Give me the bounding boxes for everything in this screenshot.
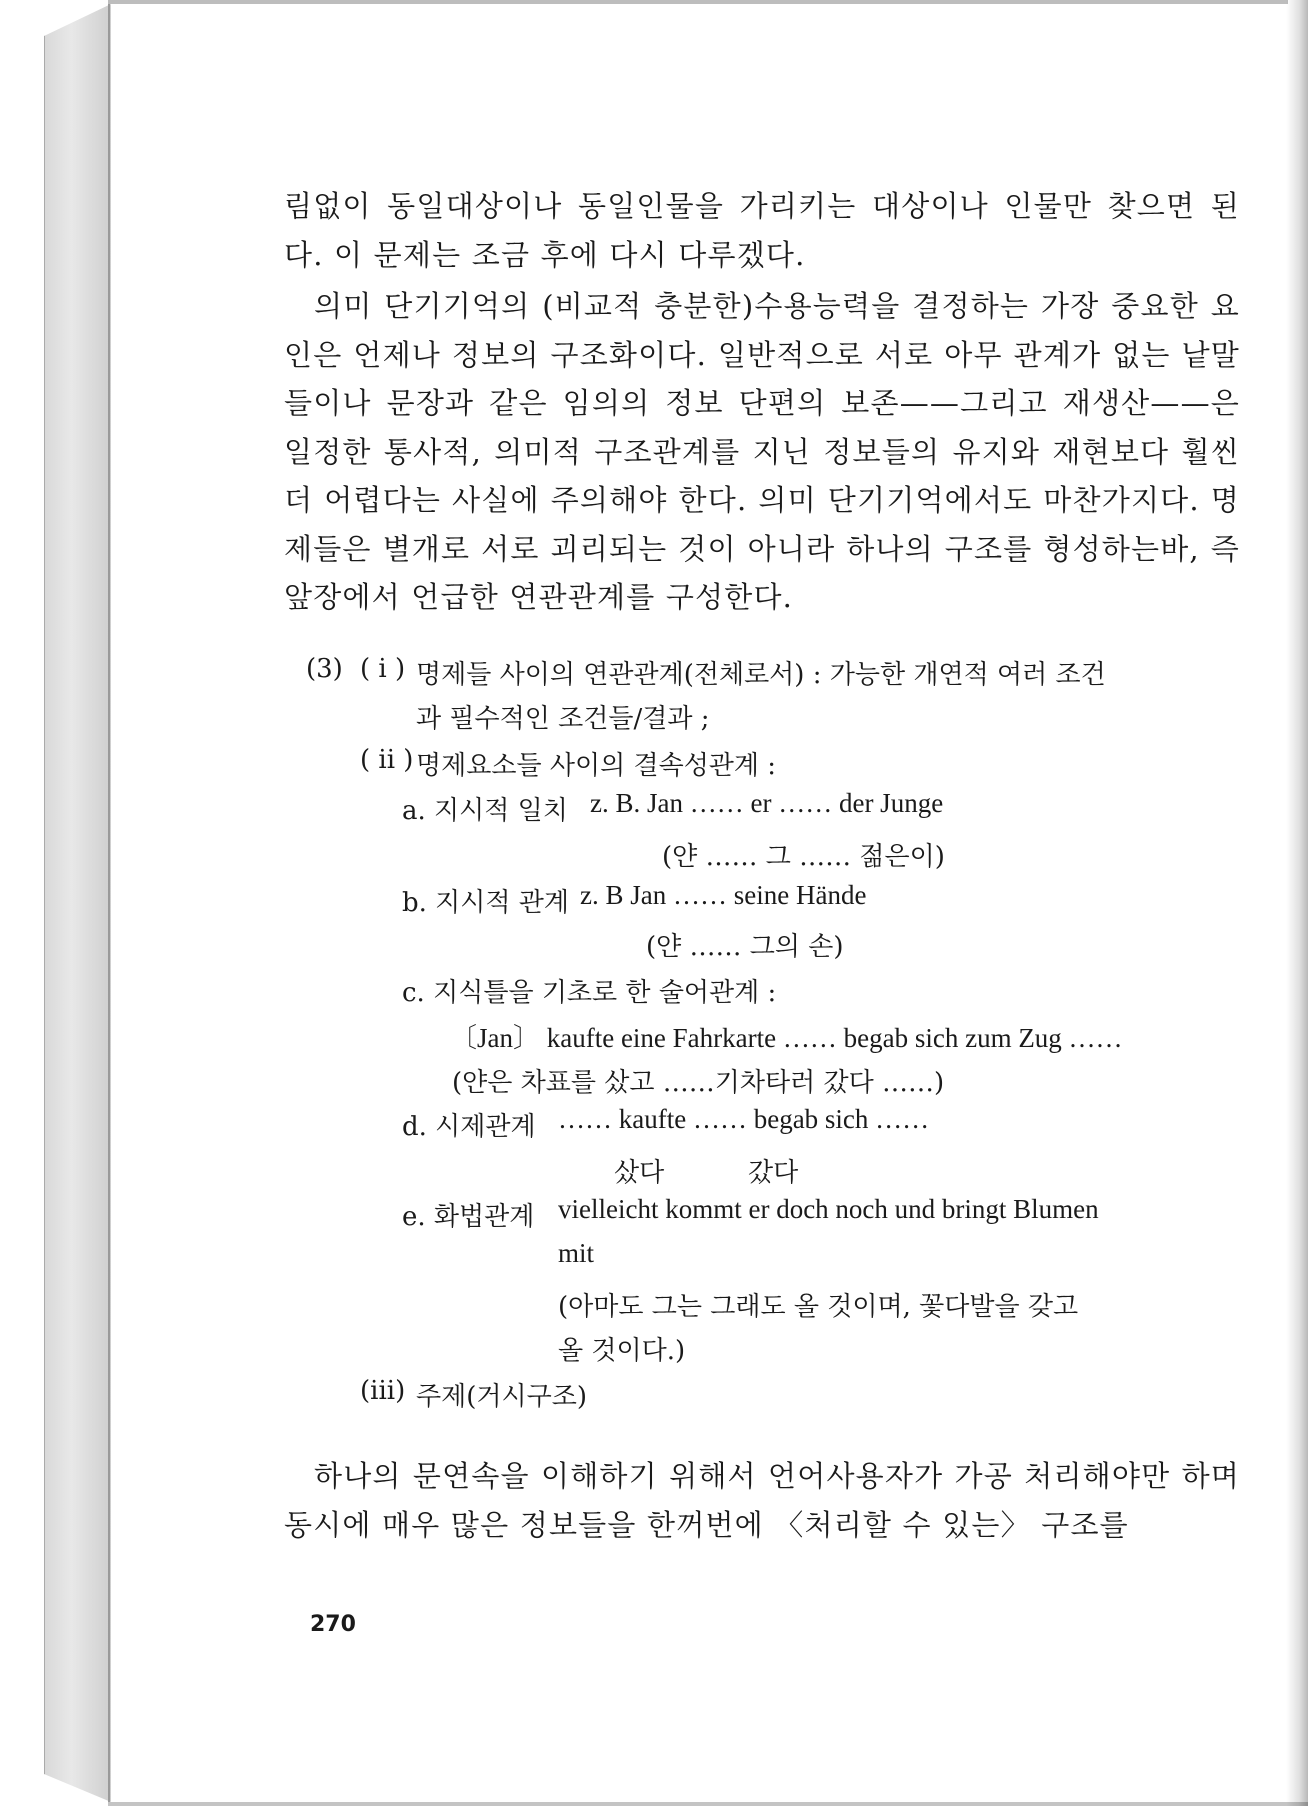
item-e-example-line1: vielleicht kommt er doch noch und bringt Blumen (558, 1194, 1099, 1224)
item-c-example: 〔Jan〕 kaufte eine Fahrkarte …… begab sich zum Zug …… (450, 1023, 1123, 1053)
item-e-translation-line2: 올 것이다.) (558, 1336, 686, 1366)
item-c-label: c. 지식틀을 기초로 한 술어관계 : (402, 978, 777, 1008)
list-label-ii: ( ii ) (360, 745, 414, 775)
book-bottom-edge (108, 1802, 1308, 1806)
paragraph-1: 림없이 동일대상이나 동일인물을 가리키는 대상이나 인물만 찾으면 된다. 이 문제는 조금 후에 다시 다루겠다. (284, 189, 1240, 272)
item-a-translation: (얀 …… 그 …… 젊은이) (662, 842, 945, 872)
paragraph-2: 의미 단기기억의 (비교적 충분한)수용능력을 결정하는 가장 중요한 요인은 언제나 정보의 구조화이다. 일반적으로 서로 아무 관계가 없는 낱말들이나 문장과 같은 임의의 정보 단편의 보존——그리고 재생산——은 일정한 통사적, 의미적 구조관계를 지닌 정보들의 유지와 재현보다 훨씬 더 어렵다는 사실에 주의해야 한다. 의미 단기기억에서도 마찬가지다. 명제들은 별개로 서로 괴리되는 것이 아니라 하나의 구조를 형성하는바, 즉 앞장에서 언급한 연관관계를 구성한다. (284, 289, 1240, 614)
item-e-label: e. 화법관계 (402, 1202, 535, 1232)
book-page (110, 4, 1286, 1802)
paragraph-3: 하나의 문연속을 이해하기 위해서 언어사용자가 가공 처리해야만 하며 동시에 매우 많은 정보들을 한꺼번에 〈처리할 수 있는〉 구조를 (284, 1459, 1240, 1542)
book-right-shadow (1286, 0, 1308, 1806)
item-e-example-line2: mit (558, 1238, 595, 1268)
item-b-translation: (얀 …… 그의 손) (646, 932, 844, 962)
item-e-translation-line1: (아마도 그는 그래도 올 것이며, 꽃다발을 갖고 (558, 1292, 1079, 1322)
list-text-ii: 명제요소들 사이의 결속성관계 : (416, 751, 777, 781)
list-number: (3) (306, 654, 343, 684)
list-label-iii: (iii) (360, 1376, 406, 1406)
item-d-translation-2: 갔다 (748, 1158, 799, 1188)
item-d-label: d. 시제관계 (402, 1112, 536, 1142)
list-text-iii: 주제(거시구조) (416, 1382, 587, 1412)
item-b-label: b. 지시적 관계 (402, 888, 570, 918)
item-a-example: z. B. Jan …… er …… der Junge (590, 788, 944, 818)
book-spine (44, 4, 111, 1802)
page-number: 270 (310, 1612, 356, 1637)
item-c-translation: (얀은 차표를 샀고 ……기차타러 갔다 ……) (452, 1068, 945, 1098)
list-text-i-line2: 과 필수적인 조건들/결과 ; (416, 704, 710, 734)
list-label-i: ( i ) (360, 654, 406, 684)
item-d-example: …… kaufte …… begab sich …… (558, 1104, 930, 1134)
item-a-label: a. 지시적 일치 (402, 796, 568, 826)
item-d-translation-1: 샀다 (614, 1158, 665, 1188)
item-b-example: z. B Jan …… seine Hände (580, 880, 867, 910)
list-text-i-line1: 명제들 사이의 연관관계(전체로서) : 가능한 개연적 여러 조건 (416, 660, 1106, 690)
